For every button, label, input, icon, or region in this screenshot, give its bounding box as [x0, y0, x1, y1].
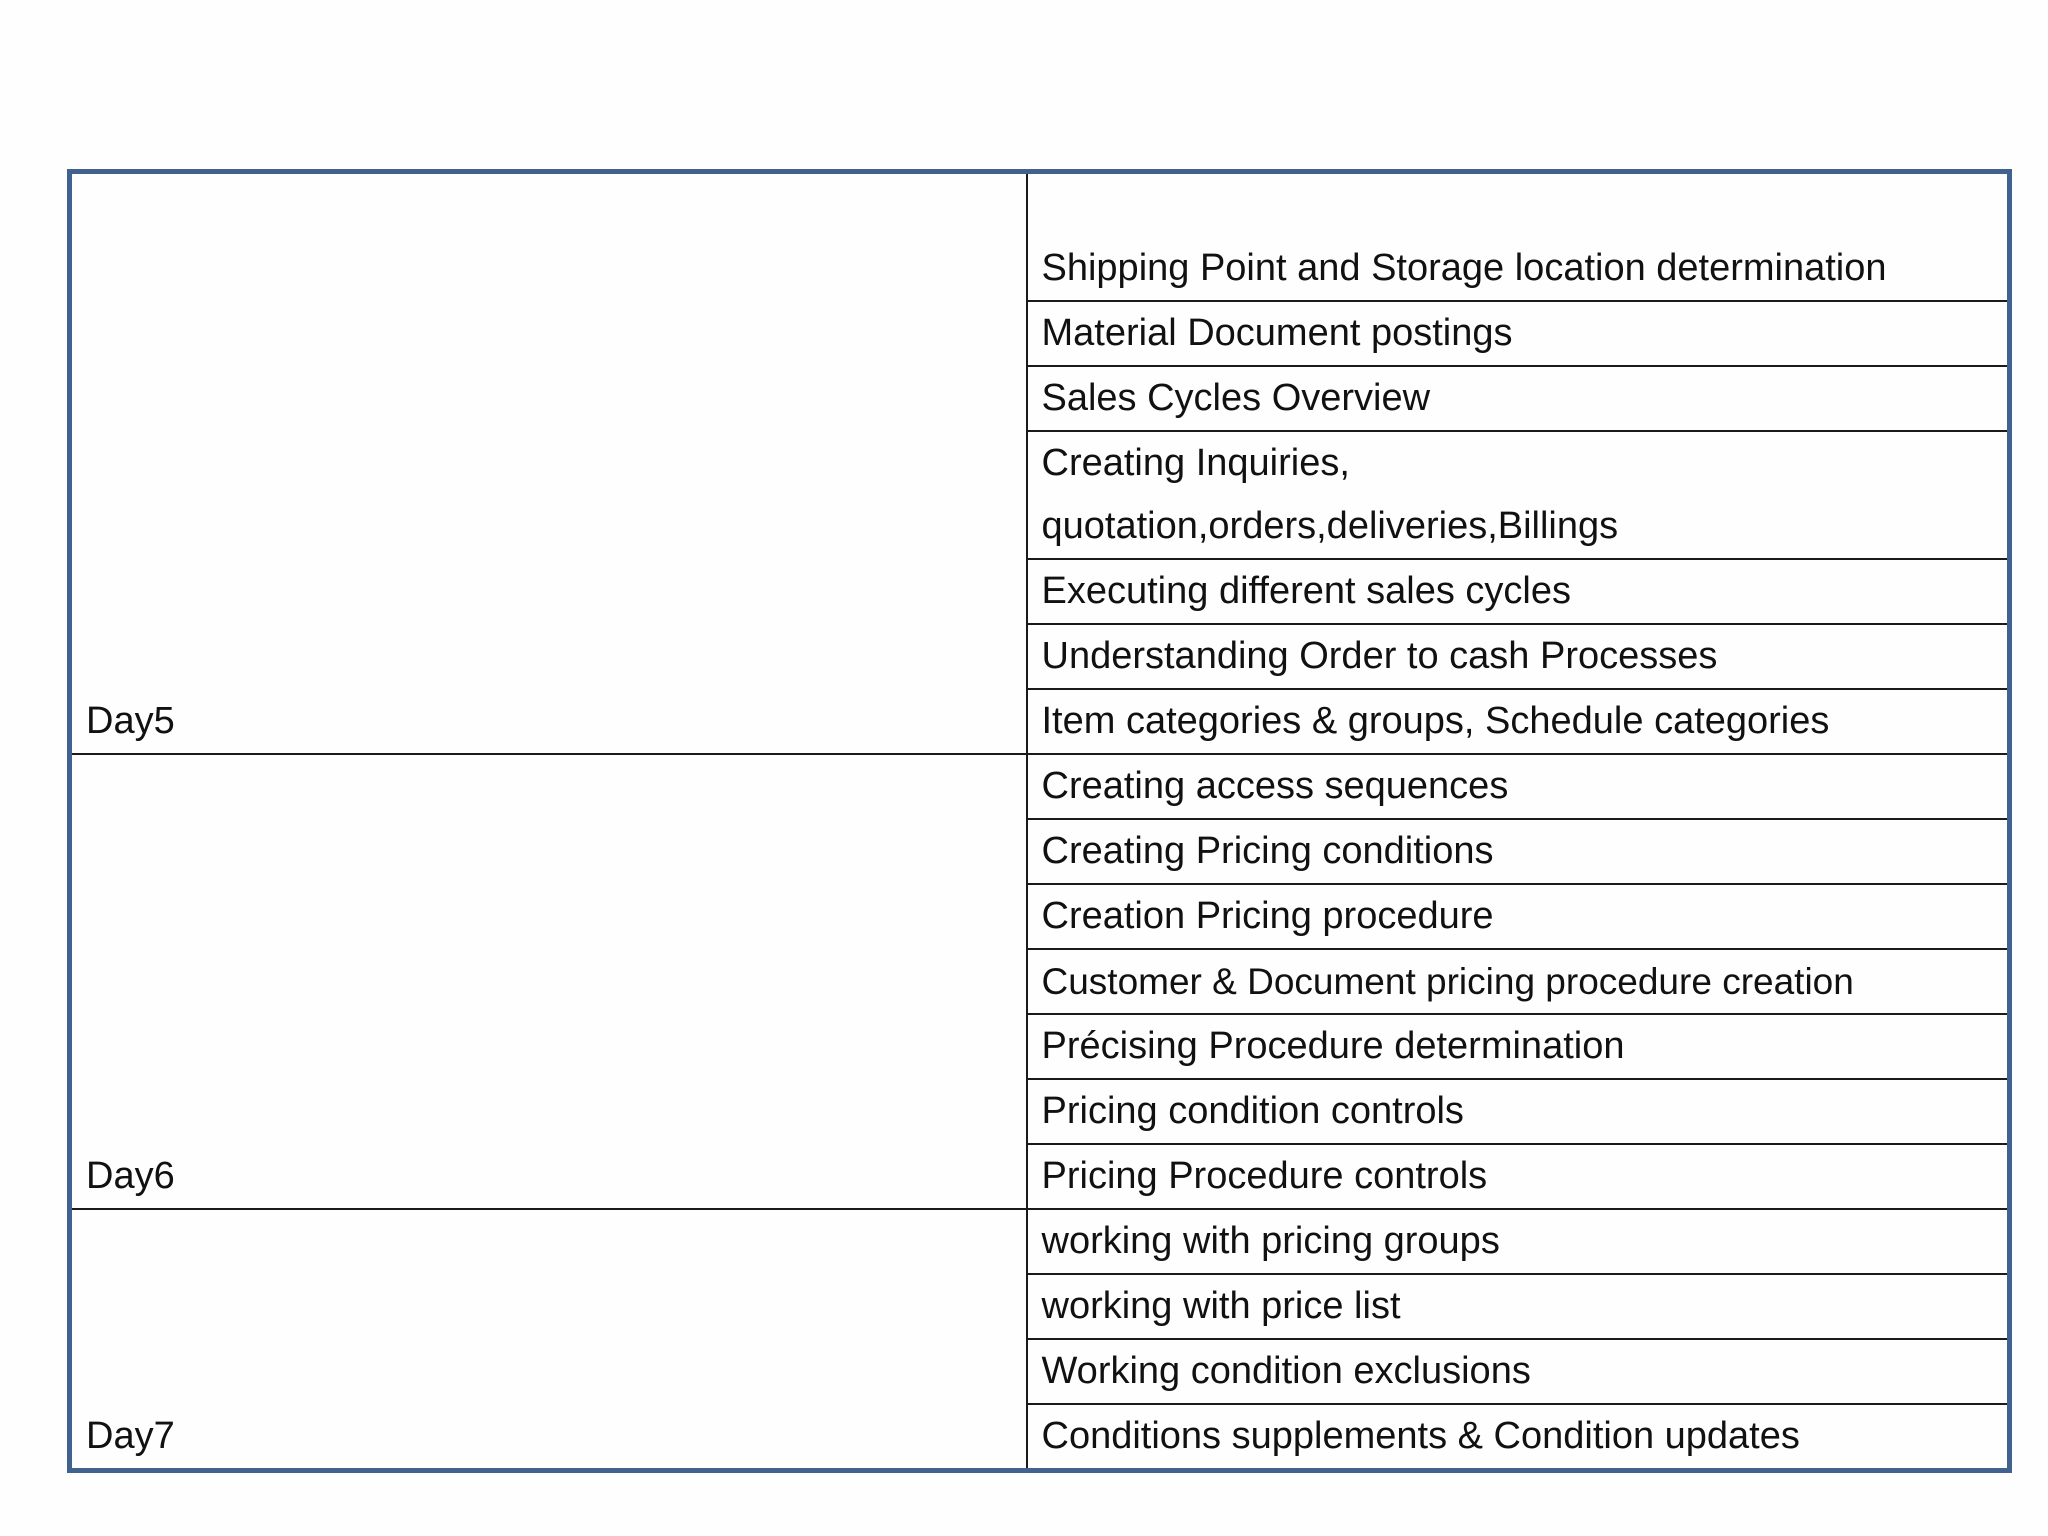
table-row: [70, 1209, 2010, 1274]
topic-cell: Pricing condition controls: [1027, 1079, 2010, 1144]
topic-cell: Shipping Point and Storage location determination: [1027, 172, 2010, 302]
topic-cell: Creating Inquiries, quotation,orders,deliveries,Billings: [1027, 431, 2010, 559]
topic-cell: Pricing Procedure controls: [1027, 1144, 2010, 1209]
topic-cell: Creation Pricing procedure: [1027, 884, 2010, 949]
table-row: [70, 754, 2010, 819]
topic-cell: working with pricing groups: [1027, 1209, 2010, 1274]
topic-cell: Creating access sequences: [1027, 754, 2010, 819]
topic-cell: Material Document postings: [1027, 301, 2010, 366]
day-label: Day7: [70, 1209, 1027, 1471]
topic-cell: working with price list: [1027, 1274, 2010, 1339]
topic-cell: Creating Pricing conditions: [1027, 819, 2010, 884]
topic-cell: Conditions supplements & Condition updates: [1027, 1404, 2010, 1471]
day-label: Day5: [70, 172, 1027, 755]
day-label: Day6: [70, 754, 1027, 1209]
table-row: [70, 172, 2010, 302]
topic-cell: Executing different sales cycles: [1027, 559, 2010, 624]
topic-cell: Précising Procedure determination: [1027, 1014, 2010, 1079]
topic-cell: Sales Cycles Overview: [1027, 366, 2010, 431]
topic-cell: Understanding Order to cash Processes: [1027, 624, 2010, 689]
topic-cell: Working condition exclusions: [1027, 1339, 2010, 1404]
topic-cell: Item categories & groups, Schedule categories: [1027, 689, 2010, 754]
training-schedule-table: [67, 169, 2012, 1473]
topic-cell: Customer & Document pricing procedure creation: [1027, 949, 2010, 1014]
